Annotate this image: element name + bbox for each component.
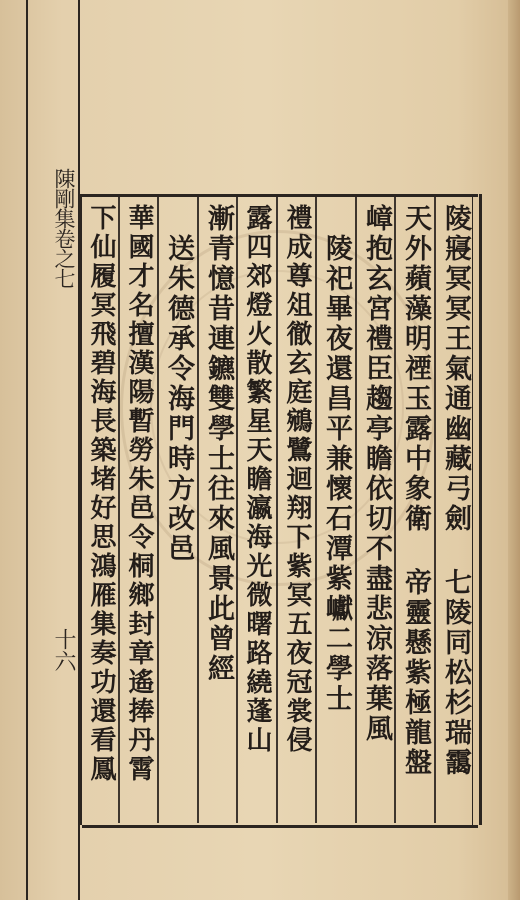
text-column-4: 陵祀畢夜還昌平兼懷石潭紫巘二學士 [321, 204, 352, 714]
text-column-7: 漸青憶昔連鑣雙學士往來風景此曾經 [203, 204, 234, 684]
banxin-folio: 十六 [51, 628, 76, 672]
text-column-8: 送朱德承令海門時方改邑 [163, 204, 194, 564]
page-edge [508, 0, 520, 900]
text-column-10: 下仙履冥飛碧海長築堵好思鴻雁集奏功還看鳳 [86, 204, 116, 784]
text-column-1: 陵寢冥冥王氣通幽藏弓劍 七陵同松杉瑞靄 [440, 204, 471, 778]
text-column-3: 嶂抱玄宮禮臣趨亭瞻依切不盡悲涼落葉風 [361, 204, 392, 744]
banxin-title: 陳剛集卷之七 [52, 168, 76, 288]
text-column-6: 露四郊燈火散繁星天瞻瀛海光微曙路繞蓬山 [242, 204, 272, 755]
text-column-2: 天外蘋藻明禋玉露中象衛 帝靈懸紫極龍盤 [400, 204, 431, 778]
text-column-9: 華國才名擅漢陽暫勞朱邑令桐鄉封章遙捧丹霄 [124, 204, 154, 784]
text-column-5: 禮成尊俎徹玄庭鵷鷺迴翔下紫冥五夜冠裳侵 [282, 204, 312, 755]
center-fold-banxin [18, 0, 80, 900]
